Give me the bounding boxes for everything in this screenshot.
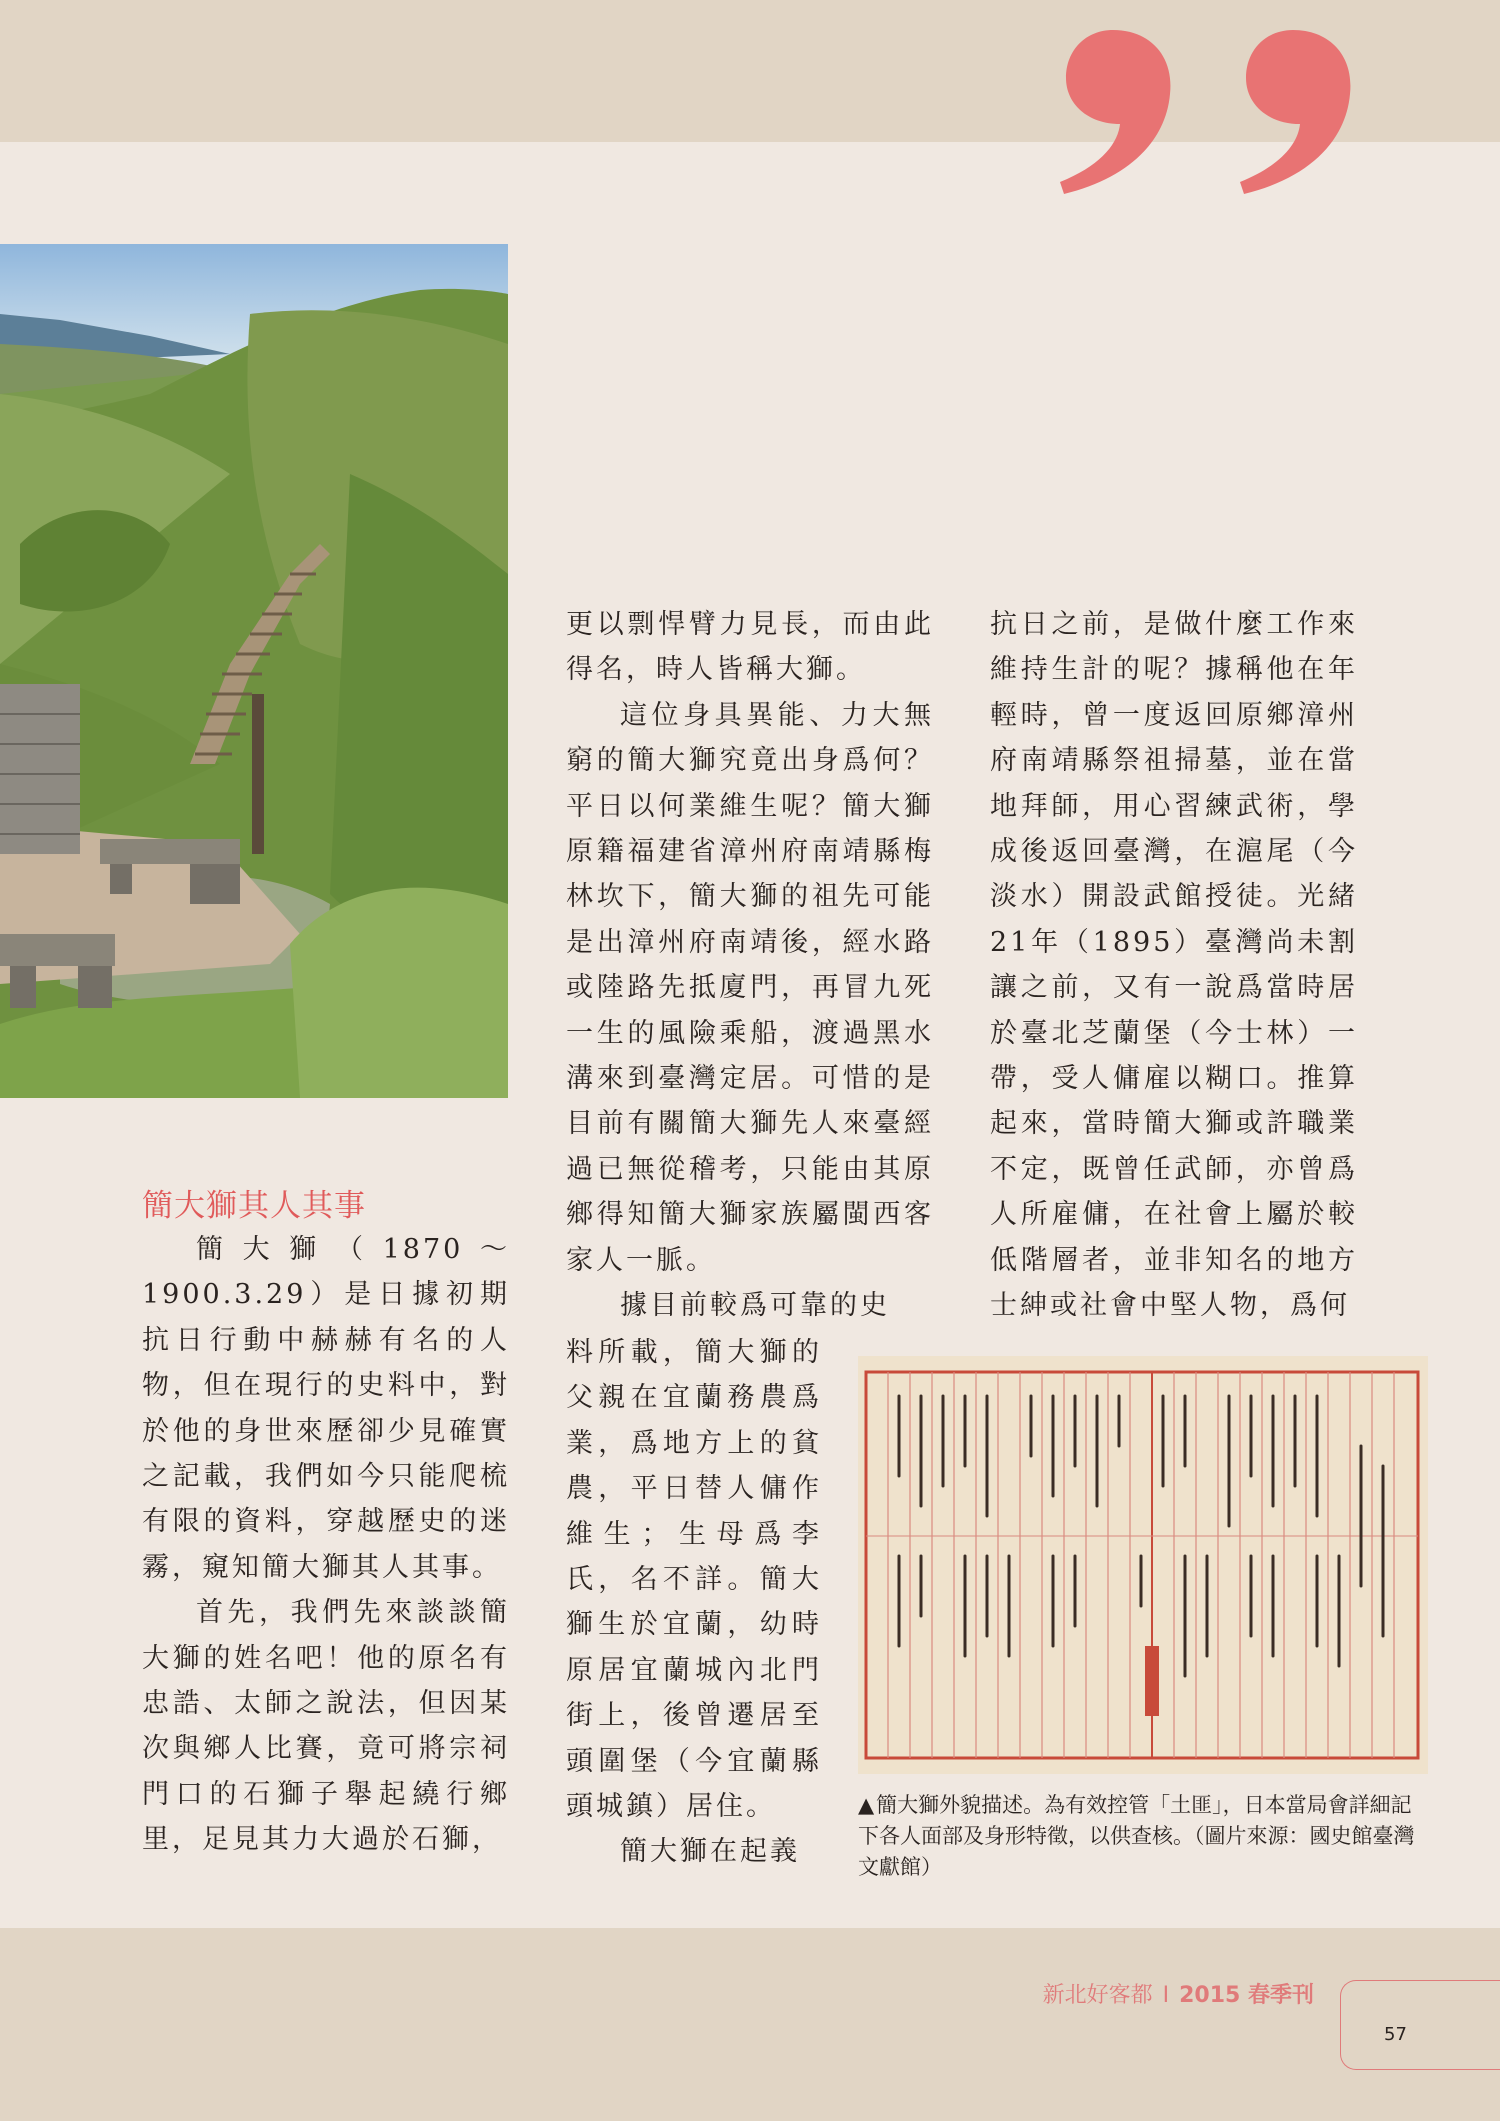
archival-document-image xyxy=(858,1356,1428,1774)
paragraph-uprising-lead: 簡大獅在起義 xyxy=(620,1836,800,1868)
paragraph-name-continued: 更以剽悍臂力見長，而由此得名，時人皆稱大獅。 xyxy=(566,609,934,686)
article-column-3 xyxy=(990,602,1358,1329)
caption-marker: ▲ xyxy=(858,1793,875,1817)
paragraph-parents: 料所載，簡大獅的父親在宜蘭務農爲業，爲地方上的貧農，平日替人傭作維生；生母爲李氏，名不詳。簡大獅生於宜蘭，幼時原居宜蘭城內北門街上，後曾遷居至頭圍堡（今宜蘭縣頭城鎮）居住。 xyxy=(566,1337,822,1823)
hillside-stairs-photo xyxy=(0,244,508,1098)
paragraph-livelihood: 抗日之前，是做什麼工作來維持生計的呢？據稱他在年輕時，曾一度返回原鄉漳州府南靖縣祭祖掃墓，並在當地拜師，用心習練武術，學成後返回臺灣，在滬尾（今淡水）開設武館授徒。光緒21年（1895）臺灣尚未割讓之前，又有一說爲當時居於臺北芝蘭堡（今士林）一帶，受人傭雇以糊口。推算起來，當時簡大獅或許職業不定，既曾任武師，亦曾爲人所雇傭，在社會上屬於較低階層者，並非知名的地方士紳或社會中堅人物，爲何 xyxy=(990,609,1358,1322)
closing-quote-mark-left xyxy=(1048,22,1178,202)
paragraph-name-origin: 首先，我們先來談談簡大獅的姓名吧！他的原名有忠誥、太師之說法，但因某次與鄉人比賽，竟可將宗祠門口的石獅子舉起繞行鄉里，足見其力大過於石獅， xyxy=(142,1597,510,1856)
article-column-2 xyxy=(566,602,934,1329)
page-number: 57 xyxy=(1384,2024,1407,2045)
issue-label: 2015 春季刊 xyxy=(1179,1983,1314,2008)
paragraph-parents-head: 據目前較爲可靠的史 xyxy=(620,1290,890,1322)
bottom-band xyxy=(0,1928,1500,2121)
page-number-frame xyxy=(1340,1980,1500,2070)
paragraph-intro: 簡大獅（1870～1900.3.29）是日據初期抗日行動中赫赫有名的人物，但在現行的史料中，對於他的身世來歷卻少見確實之記載，我們如今只能爬梳有限的資料，穿越歷史的迷霧，窺知簡大獅其人其事。 xyxy=(142,1234,510,1583)
footer-masthead xyxy=(1043,1978,1314,2009)
image-caption xyxy=(858,1790,1428,1883)
article-column-1 xyxy=(142,1227,510,1863)
section-heading: 簡大獅其人其事 xyxy=(142,1188,366,1224)
caption-text: 簡大獅外貌描述。為有效控管「土匪」，日本當局會詳細記下各人面部及身形特徵，以供查核。（圖片來源：國史館臺灣文獻館） xyxy=(858,1793,1415,1879)
footer-separator: I xyxy=(1162,1983,1170,2008)
paragraph-ancestry: 這位身具異能、力大無窮的簡大獅究竟出身爲何？平日以何業維生呢？簡大獅原籍福建省漳州府南靖縣梅林坎下，簡大獅的祖先可能是出漳州府南靖後，經水路或陸路先抵廈門，再冒九死一生的風險乘船，渡過黑水溝來到臺灣定居。可惜的是目前有關簡大獅先人來臺經過已無從稽考，只能由其原鄉得知簡大獅家族屬閩西客家人一脈。 xyxy=(566,699,934,1276)
magazine-title: 新北好客都 xyxy=(1042,1983,1153,2008)
closing-quote-mark-right xyxy=(1228,22,1358,202)
article-column-2-narrow xyxy=(566,1330,822,1875)
